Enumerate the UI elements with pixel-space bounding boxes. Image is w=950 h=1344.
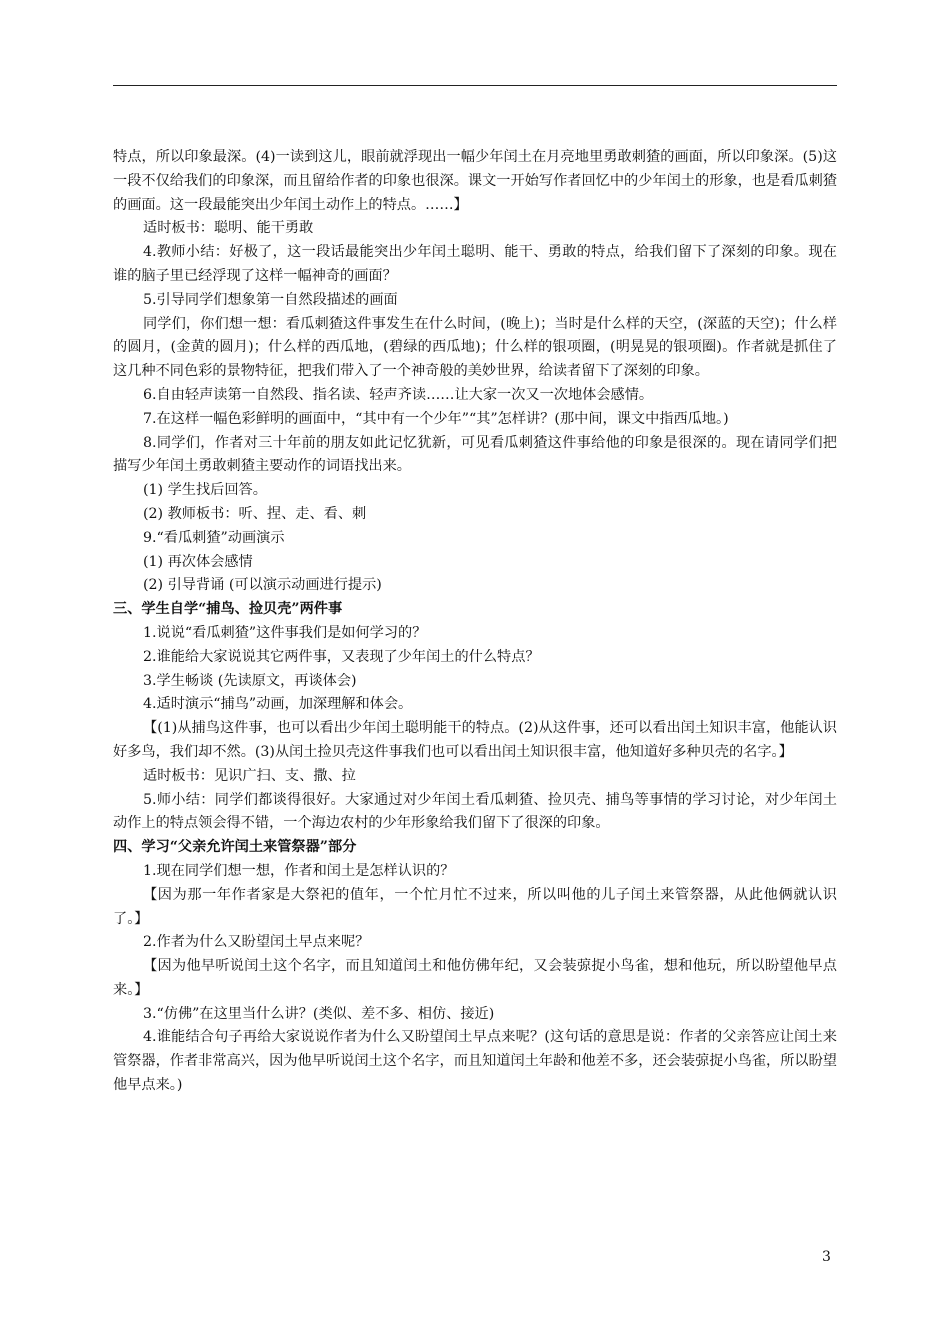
paragraph: 4.适时演示“捕鸟”动画，加深理解和体会。 — [143, 696, 413, 713]
paragraph: 特点，所以印象最深。(4)一读到这儿，眼前就浮现出一幅少年闰土在月亮地里勇敢刺猹的画面，所以印象深。(5)这一段不仅给我们的印象深，而且留给作者的印象也很深。课文一开始写作者回忆中的少年闰土的形象，也是看瓜刺猹的画面。这一段最能突出少年闰土动作上的特点。……】 — [113, 149, 837, 213]
paragraph: 1.说说“看瓜刺猹”这件事我们是如何学习的？ — [143, 624, 427, 641]
paragraph: 【(1)从捕鸟这件事，也可以看出少年闰土聪明能干的特点。(2)从这件事，还可以看出闰土知识丰富，他能认识好多鸟，我们却不然。(3)从闰土捡贝壳这件事我们也可以看出闰土知识很丰富，他知道好多种贝壳的名字。】 — [113, 720, 837, 760]
section-heading: 四、学习“父亲允许闰土来管祭器”部分 — [113, 839, 357, 856]
paragraph: 适时板书：见识广扫、支、撒、拉 — [143, 767, 356, 784]
paragraph: 4.教师小结：好极了，这一段话最能突出少年闰土聪明、能干、勇敢的特点，给我们留下了深刻的印象。现在谁的脑子里已经浮现了这样一幅神奇的画面？ — [113, 244, 837, 284]
paragraph: 5.引导同学们想象第一自然段描述的画面 — [143, 291, 398, 308]
paragraph: 7.在这样一幅色彩鲜明的画面中，“其中有一个少年”“其”怎样讲？(那中间，课文中指西瓜地。) — [143, 410, 729, 427]
paragraph: 1.现在同学们想一想，作者和闰土是怎样认识的？ — [143, 862, 455, 879]
paragraph: 3.“仿佛”在这里当什么讲？(类似、差不多、相仿、接近) — [143, 1005, 495, 1022]
paragraph: 3.学生畅谈 (先读原文，再谈体会) — [143, 672, 357, 689]
header-rule — [113, 85, 837, 86]
paragraph: 同学们，你们想一想：看瓜刺猹这件事发生在什么时间，(晚上)；当时是什么样的天空，(深蓝的天空)；什么样的圆月，(金黄的圆月)；什么样的西瓜地，(碧绿的西瓜地)；什么样的银项圈，(明晃晃的银项圈)。作者就是抓住了这几种不同色彩的景物特征，把我们带入了一个神奇般的美妙世界，给读者留下了深刻的印象。 — [113, 315, 837, 380]
paragraph: 【因为他早听说闰土这个名字，而且知道闰土和他仿佛年纪，又会装弶捉小鸟雀，想和他玩，所以盼望他早点来。】 — [113, 958, 837, 998]
paragraph: 6.自由轻声读第一自然段、指名读、轻声齐读……让大家一次又一次地体会感情。 — [143, 386, 654, 403]
paragraph: 4.谁能结合句子再给大家说说作者为什么又盼望闰土早点来呢？(这句话的意思是说：作者的父亲答应让闰土来管祭器，作者非常高兴，因为他早听说闰土这个名字，而且知道闰土年龄和他差不多，还会装弶捉小鸟雀，所以盼望他早点来。) — [113, 1029, 837, 1094]
paragraph: 2.作者为什么又盼望闰土早点来呢？ — [143, 934, 370, 951]
paragraph: (1) 学生找后回答。 — [143, 482, 267, 499]
paragraph: 5.师小结：同学们都谈得很好。大家通过对少年闰土看瓜刺猹、捡贝壳、捕鸟等事情的学习讨论，对少年闰土动作上的特点领会得不错，一个海边农村的少年形象给我们留下了很深的印象。 — [113, 791, 837, 832]
section-heading: 三、学生自学“捕鸟、捡贝壳”两件事 — [113, 601, 343, 618]
page-number: 3 — [822, 1249, 831, 1265]
paragraph: 8.同学们，作者对三十年前的朋友如此记忆犹新，可见看瓜刺猹这件事给他的印象是很深的。现在请同学们把描写少年闰土勇敢刺猹主要动作的词语找出来。 — [113, 434, 837, 475]
paragraph: 2.谁能给大家说说其它两件事，又表现了少年闰土的什么特点？ — [143, 648, 540, 665]
paragraph: (2) 教师板书：听、捏、走、看、刺 — [143, 505, 367, 522]
paragraph: (1) 再次体会感情 — [143, 553, 253, 570]
paragraph: 适时板书：聪明、能干勇敢 — [143, 220, 314, 237]
paragraph: 9.“看瓜刺猹”动画演示 — [143, 529, 285, 546]
paragraph: 【因为那一年作者家是大祭祀的值年，一个忙月忙不过来，所以叫他的儿子闰土来管祭器，从此他俩就认识了。】 — [113, 886, 837, 927]
document-body — [113, 146, 837, 1098]
paragraph: (2) 引导背诵 (可以演示动画进行提示) — [143, 577, 382, 594]
